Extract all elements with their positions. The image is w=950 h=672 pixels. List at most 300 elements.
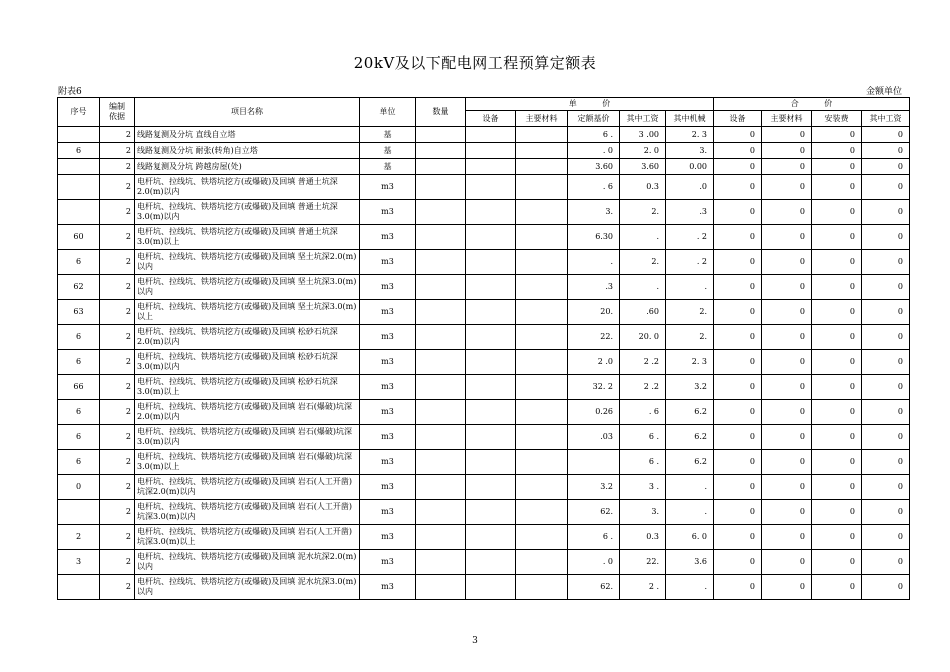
up-base-price-cell: 3.2 [568, 475, 620, 500]
t-wage-cell: 0 [862, 159, 910, 175]
seq-cell: 6 [58, 450, 100, 475]
quantity-cell [416, 375, 466, 400]
up-wage-cell: 2 .2 [620, 350, 666, 375]
up-base-price-cell: 0.26 [568, 400, 620, 425]
item-name-cell: 电杆坑、拉线坑、铁塔坑挖方(或爆破)及回填 坚土坑深2.0(m)以内 [135, 250, 360, 275]
up-machinery-cell: 6.2 [666, 450, 714, 475]
seq-cell: 62 [58, 275, 100, 300]
up-base-price-cell: 6 . [568, 127, 620, 143]
t-material-cell: 0 [762, 425, 812, 450]
t-material-cell: 0 [762, 250, 812, 275]
t-install-cell: 0 [812, 500, 862, 525]
header-unit: 单位 [360, 98, 416, 127]
basis-cell: 2 [100, 450, 135, 475]
document-title: 20kV及以下配电网工程预算定额表 [353, 54, 597, 72]
item-name-cell: 电杆坑、拉线坑、铁塔坑挖方(或爆破)及回填 普通土坑深2.0(m)以内 [135, 175, 360, 200]
t-wage-cell: 0 [862, 325, 910, 350]
up-machinery-cell: . 2 [666, 225, 714, 250]
quantity-cell [416, 550, 466, 575]
seq-cell: 0 [58, 475, 100, 500]
up-base-price-cell: 22. [568, 325, 620, 350]
t-wage-cell: 0 [862, 525, 910, 550]
t-material-cell: 0 [762, 325, 812, 350]
item-name-cell: 线路复测及分坑 耐张(转角)自立塔 [135, 143, 360, 159]
unit-cell: m3 [360, 350, 416, 375]
t-wage-cell: 0 [862, 425, 910, 450]
quantity-cell [416, 450, 466, 475]
t-material-cell: 0 [762, 525, 812, 550]
up-equipment-cell [466, 143, 516, 159]
t-install-cell: 0 [812, 159, 862, 175]
t-install-cell: 0 [812, 225, 862, 250]
basis-cell: 2 [100, 143, 135, 159]
unit-cell: m3 [360, 525, 416, 550]
seq-cell: 60 [58, 225, 100, 250]
basis-cell: 2 [100, 159, 135, 175]
up-wage-cell: 2. [620, 200, 666, 225]
t-equipment-cell: 0 [714, 225, 762, 250]
unit-cell: m3 [360, 475, 416, 500]
quantity-cell [416, 300, 466, 325]
up-base-price-cell: 2 .0 [568, 350, 620, 375]
up-base-price-cell: 3. [568, 200, 620, 225]
quantity-cell [416, 325, 466, 350]
item-name-cell: 电杆坑、拉线坑、铁塔坑挖方(或爆破)及回填 松砂石坑深2.0(m)以内 [135, 325, 360, 350]
basis-cell: 2 [100, 175, 135, 200]
quantity-cell [416, 350, 466, 375]
header-t-wage: 其中工资 [862, 111, 910, 127]
t-install-cell: 0 [812, 575, 862, 600]
basis-cell: 2 [100, 275, 135, 300]
unit-cell: m3 [360, 250, 416, 275]
seq-cell [58, 575, 100, 600]
t-install-cell: 0 [812, 325, 862, 350]
up-equipment-cell [466, 200, 516, 225]
unit-cell: m3 [360, 450, 416, 475]
table-row [58, 159, 910, 175]
t-wage-cell: 0 [862, 275, 910, 300]
table-row [58, 575, 910, 600]
item-name-cell: 电杆坑、拉线坑、铁塔坑挖方(或爆破)及回填 松砂石坑深3.0(m)以上 [135, 375, 360, 400]
t-install-cell: 0 [812, 450, 862, 475]
header-up-equipment: 设备 [466, 111, 516, 127]
table-row [58, 200, 910, 225]
header-unit-price: 单 价 [466, 98, 714, 111]
header-basis: 编制 依据 [100, 98, 135, 127]
up-equipment-cell [466, 525, 516, 550]
up-equipment-cell [466, 225, 516, 250]
unit-cell: 基 [360, 159, 416, 175]
up-base-price-cell: 6 . [568, 525, 620, 550]
up-material-cell [516, 575, 568, 600]
header-up-base-price: 定额基价 [568, 111, 620, 127]
up-base-price-cell: 6.30 [568, 225, 620, 250]
up-wage-cell: 20. 0 [620, 325, 666, 350]
up-base-price-cell: . 0 [568, 143, 620, 159]
basis-cell: 2 [100, 550, 135, 575]
table-row [58, 325, 910, 350]
item-name-cell: 电杆坑、拉线坑、铁塔坑挖方(或爆破)及回填 坚土坑深3.0(m)以上 [135, 300, 360, 325]
up-equipment-cell [466, 550, 516, 575]
up-base-price-cell: . [568, 250, 620, 275]
basis-cell: 2 [100, 425, 135, 450]
up-equipment-cell [466, 500, 516, 525]
up-wage-cell: 3 .00 [620, 127, 666, 143]
t-wage-cell: 0 [862, 200, 910, 225]
header-t-install: 安装费 [812, 111, 862, 127]
basis-cell: 2 [100, 500, 135, 525]
seq-cell: 6 [58, 400, 100, 425]
unit-cell: m3 [360, 225, 416, 250]
unit-cell: 基 [360, 143, 416, 159]
up-machinery-cell: 2. 3 [666, 127, 714, 143]
table-row [58, 375, 910, 400]
up-machinery-cell: 6.2 [666, 425, 714, 450]
up-material-cell [516, 175, 568, 200]
seq-cell [58, 500, 100, 525]
up-wage-cell: 2. [620, 250, 666, 275]
up-wage-cell: 6 . [620, 425, 666, 450]
up-wage-cell: .60 [620, 300, 666, 325]
up-machinery-cell: 2. 3 [666, 350, 714, 375]
up-wage-cell: . [620, 225, 666, 250]
up-machinery-cell: 3.2 [666, 375, 714, 400]
t-material-cell: 0 [762, 225, 812, 250]
header-t-material: 主要材料 [762, 111, 812, 127]
t-equipment-cell: 0 [714, 250, 762, 275]
t-material-cell: 0 [762, 350, 812, 375]
table-row [58, 175, 910, 200]
t-material-cell: 0 [762, 500, 812, 525]
quantity-cell [416, 127, 466, 143]
t-equipment-cell: 0 [714, 200, 762, 225]
t-material-cell: 0 [762, 575, 812, 600]
item-name-cell: 电杆坑、拉线坑、铁塔坑挖方(或爆破)及回填 岩石(人工开凿)坑深3.0(m)以上 [135, 525, 360, 550]
up-material-cell [516, 375, 568, 400]
t-wage-cell: 0 [862, 143, 910, 159]
t-install-cell: 0 [812, 143, 862, 159]
table-row [58, 275, 910, 300]
up-material-cell [516, 325, 568, 350]
up-base-price-cell: . 0 [568, 550, 620, 575]
page-number: 3 [472, 636, 478, 646]
item-name-cell: 线路复测及分坑 直线自立塔 [135, 127, 360, 143]
header-up-machinery: 其中机械 [666, 111, 714, 127]
up-machinery-cell: 6. 0 [666, 525, 714, 550]
seq-cell: 66 [58, 375, 100, 400]
basis-cell: 2 [100, 525, 135, 550]
up-material-cell [516, 275, 568, 300]
up-wage-cell: 3 . [620, 475, 666, 500]
table-row [58, 550, 910, 575]
t-equipment-cell: 0 [714, 475, 762, 500]
t-install-cell: 0 [812, 475, 862, 500]
t-equipment-cell: 0 [714, 450, 762, 475]
unit-cell: m3 [360, 575, 416, 600]
t-equipment-cell: 0 [714, 325, 762, 350]
header-up-wage: 其中工资 [620, 111, 666, 127]
up-equipment-cell [466, 127, 516, 143]
basis-cell: 2 [100, 127, 135, 143]
seq-cell: 63 [58, 300, 100, 325]
up-equipment-cell [466, 300, 516, 325]
t-material-cell: 0 [762, 175, 812, 200]
t-install-cell: 0 [812, 127, 862, 143]
table-row [58, 225, 910, 250]
up-base-price-cell: 3.60 [568, 159, 620, 175]
t-install-cell: 0 [812, 525, 862, 550]
seq-cell: 6 [58, 425, 100, 450]
t-wage-cell: 0 [862, 475, 910, 500]
item-name-cell: 电杆坑、拉线坑、铁塔坑挖方(或爆破)及回填 坚土坑深3.0(m)以内 [135, 275, 360, 300]
item-name-cell: 线路复测及分坑 跨越房屋(处) [135, 159, 360, 175]
up-base-price-cell: .3 [568, 275, 620, 300]
quantity-cell [416, 525, 466, 550]
t-wage-cell: 0 [862, 575, 910, 600]
up-equipment-cell [466, 159, 516, 175]
item-name-cell: 电杆坑、拉线坑、铁塔坑挖方(或爆破)及回填 岩石(人工开凿)坑深3.0(m)以内 [135, 500, 360, 525]
t-wage-cell: 0 [862, 175, 910, 200]
up-equipment-cell [466, 325, 516, 350]
t-wage-cell: 0 [862, 450, 910, 475]
quantity-cell [416, 425, 466, 450]
up-base-price-cell: 62. [568, 500, 620, 525]
t-wage-cell: 0 [862, 350, 910, 375]
up-material-cell [516, 450, 568, 475]
up-machinery-cell: 2. [666, 300, 714, 325]
up-base-price-cell: 62. [568, 575, 620, 600]
t-material-cell: 0 [762, 450, 812, 475]
up-wage-cell: 22. [620, 550, 666, 575]
table-row [58, 400, 910, 425]
up-machinery-cell: . [666, 275, 714, 300]
t-install-cell: 0 [812, 400, 862, 425]
basis-cell: 2 [100, 575, 135, 600]
t-wage-cell: 0 [862, 300, 910, 325]
up-wage-cell: 3.60 [620, 159, 666, 175]
quantity-cell [416, 400, 466, 425]
quantity-cell [416, 143, 466, 159]
quantity-cell [416, 500, 466, 525]
basis-cell: 2 [100, 225, 135, 250]
table-row [58, 450, 910, 475]
up-machinery-cell: .3 [666, 200, 714, 225]
t-material-cell: 0 [762, 200, 812, 225]
attachment-label: 附表6 [58, 87, 82, 97]
t-install-cell: 0 [812, 250, 862, 275]
t-equipment-cell: 0 [714, 275, 762, 300]
unit-cell: m3 [360, 550, 416, 575]
up-wage-cell: 2. 0 [620, 143, 666, 159]
table-row [58, 300, 910, 325]
up-material-cell [516, 300, 568, 325]
up-equipment-cell [466, 400, 516, 425]
t-material-cell: 0 [762, 400, 812, 425]
quota-table [57, 97, 910, 600]
basis-cell: 2 [100, 400, 135, 425]
unit-cell: m3 [360, 425, 416, 450]
up-wage-cell: 6 . [620, 450, 666, 475]
header-t-equipment: 设备 [714, 111, 762, 127]
t-equipment-cell: 0 [714, 350, 762, 375]
table-row [58, 475, 910, 500]
t-equipment-cell: 0 [714, 127, 762, 143]
up-material-cell [516, 475, 568, 500]
t-install-cell: 0 [812, 375, 862, 400]
basis-cell: 2 [100, 200, 135, 225]
up-equipment-cell [466, 275, 516, 300]
up-machinery-cell: .0 [666, 175, 714, 200]
t-wage-cell: 0 [862, 375, 910, 400]
table-row [58, 525, 910, 550]
t-install-cell: 0 [812, 275, 862, 300]
unit-cell: m3 [360, 300, 416, 325]
quantity-cell [416, 225, 466, 250]
t-wage-cell: 0 [862, 550, 910, 575]
up-machinery-cell: . [666, 500, 714, 525]
up-machinery-cell: 3. [666, 143, 714, 159]
t-wage-cell: 0 [862, 250, 910, 275]
up-material-cell [516, 159, 568, 175]
seq-cell: 3 [58, 550, 100, 575]
t-material-cell: 0 [762, 275, 812, 300]
t-material-cell: 0 [762, 127, 812, 143]
up-machinery-cell: 2. [666, 325, 714, 350]
t-equipment-cell: 0 [714, 525, 762, 550]
header-up-material: 主要材料 [516, 111, 568, 127]
item-name-cell: 电杆坑、拉线坑、铁塔坑挖方(或爆破)及回填 泥水坑深2.0(m)以内 [135, 550, 360, 575]
t-equipment-cell: 0 [714, 500, 762, 525]
up-equipment-cell [466, 475, 516, 500]
quantity-cell [416, 250, 466, 275]
up-equipment-cell [466, 450, 516, 475]
seq-cell: 2 [58, 525, 100, 550]
seq-cell: 6 [58, 250, 100, 275]
basis-cell: 2 [100, 475, 135, 500]
item-name-cell: 电杆坑、拉线坑、铁塔坑挖方(或爆破)及回填 松砂石坑深3.0(m)以内 [135, 350, 360, 375]
up-material-cell [516, 200, 568, 225]
t-equipment-cell: 0 [714, 425, 762, 450]
up-machinery-cell: . [666, 575, 714, 600]
up-material-cell [516, 350, 568, 375]
t-wage-cell: 0 [862, 400, 910, 425]
basis-cell: 2 [100, 300, 135, 325]
unit-cell: m3 [360, 325, 416, 350]
up-material-cell [516, 425, 568, 450]
up-wage-cell: . 6 [620, 400, 666, 425]
table-row [58, 500, 910, 525]
item-name-cell: 电杆坑、拉线坑、铁塔坑挖方(或爆破)及回填 岩石(爆破)坑深3.0(m)以内 [135, 425, 360, 450]
table-row [58, 425, 910, 450]
table-row [58, 350, 910, 375]
seq-cell: 6 [58, 350, 100, 375]
up-machinery-cell: 0.00 [666, 159, 714, 175]
unit-cell: m3 [360, 175, 416, 200]
seq-cell [58, 159, 100, 175]
up-machinery-cell: . 2 [666, 250, 714, 275]
up-equipment-cell [466, 375, 516, 400]
table-row [58, 143, 910, 159]
up-equipment-cell [466, 175, 516, 200]
header-quantity: 数量 [416, 98, 466, 127]
up-wage-cell: 2 .2 [620, 375, 666, 400]
quantity-cell [416, 200, 466, 225]
up-base-price-cell [568, 450, 620, 475]
unit-cell: m3 [360, 400, 416, 425]
item-name-cell: 电杆坑、拉线坑、铁塔坑挖方(或爆破)及回填 岩石(人工开凿)坑深2.0(m)以内 [135, 475, 360, 500]
up-machinery-cell: . [666, 475, 714, 500]
seq-cell [58, 200, 100, 225]
t-install-cell: 0 [812, 550, 862, 575]
quantity-cell [416, 275, 466, 300]
up-base-price-cell: . 6 [568, 175, 620, 200]
basis-cell: 2 [100, 250, 135, 275]
item-name-cell: 电杆坑、拉线坑、铁塔坑挖方(或爆破)及回填 岩石(爆破)坑深3.0(m)以上 [135, 450, 360, 475]
seq-cell: 6 [58, 325, 100, 350]
up-equipment-cell [466, 575, 516, 600]
basis-cell: 2 [100, 325, 135, 350]
item-name-cell: 电杆坑、拉线坑、铁塔坑挖方(或爆破)及回填 岩石(爆破)坑深2.0(m)以内 [135, 400, 360, 425]
up-wage-cell: . [620, 275, 666, 300]
t-equipment-cell: 0 [714, 550, 762, 575]
up-equipment-cell [466, 350, 516, 375]
unit-cell: m3 [360, 275, 416, 300]
up-material-cell [516, 143, 568, 159]
up-wage-cell: 3. [620, 500, 666, 525]
t-material-cell: 0 [762, 375, 812, 400]
up-equipment-cell [466, 250, 516, 275]
t-equipment-cell: 0 [714, 375, 762, 400]
up-equipment-cell [466, 425, 516, 450]
table-row [58, 250, 910, 275]
t-equipment-cell: 0 [714, 175, 762, 200]
t-wage-cell: 0 [862, 225, 910, 250]
t-equipment-cell: 0 [714, 159, 762, 175]
item-name-cell: 电杆坑、拉线坑、铁塔坑挖方(或爆破)及回填 普通土坑深3.0(m)以内 [135, 200, 360, 225]
t-wage-cell: 0 [862, 500, 910, 525]
up-machinery-cell: 3.6 [666, 550, 714, 575]
quantity-cell [416, 159, 466, 175]
up-material-cell [516, 400, 568, 425]
header-seq: 序号 [58, 98, 100, 127]
up-wage-cell: 2 . [620, 575, 666, 600]
basis-cell: 2 [100, 350, 135, 375]
t-install-cell: 0 [812, 350, 862, 375]
t-material-cell: 0 [762, 300, 812, 325]
amount-unit-label: 金额单位 [865, 87, 902, 97]
header-total-price: 合 价 [714, 98, 910, 111]
up-machinery-cell: 6.2 [666, 400, 714, 425]
unit-cell: m3 [360, 200, 416, 225]
t-material-cell: 0 [762, 475, 812, 500]
t-install-cell: 0 [812, 175, 862, 200]
up-wage-cell: 0.3 [620, 525, 666, 550]
up-material-cell [516, 127, 568, 143]
up-material-cell [516, 550, 568, 575]
t-equipment-cell: 0 [714, 575, 762, 600]
table-row [58, 127, 910, 143]
up-material-cell [516, 225, 568, 250]
t-install-cell: 0 [812, 300, 862, 325]
t-equipment-cell: 0 [714, 300, 762, 325]
up-wage-cell: 0.3 [620, 175, 666, 200]
up-material-cell [516, 525, 568, 550]
quantity-cell [416, 175, 466, 200]
up-material-cell [516, 500, 568, 525]
unit-cell: m3 [360, 500, 416, 525]
up-base-price-cell: .03 [568, 425, 620, 450]
t-install-cell: 0 [812, 200, 862, 225]
